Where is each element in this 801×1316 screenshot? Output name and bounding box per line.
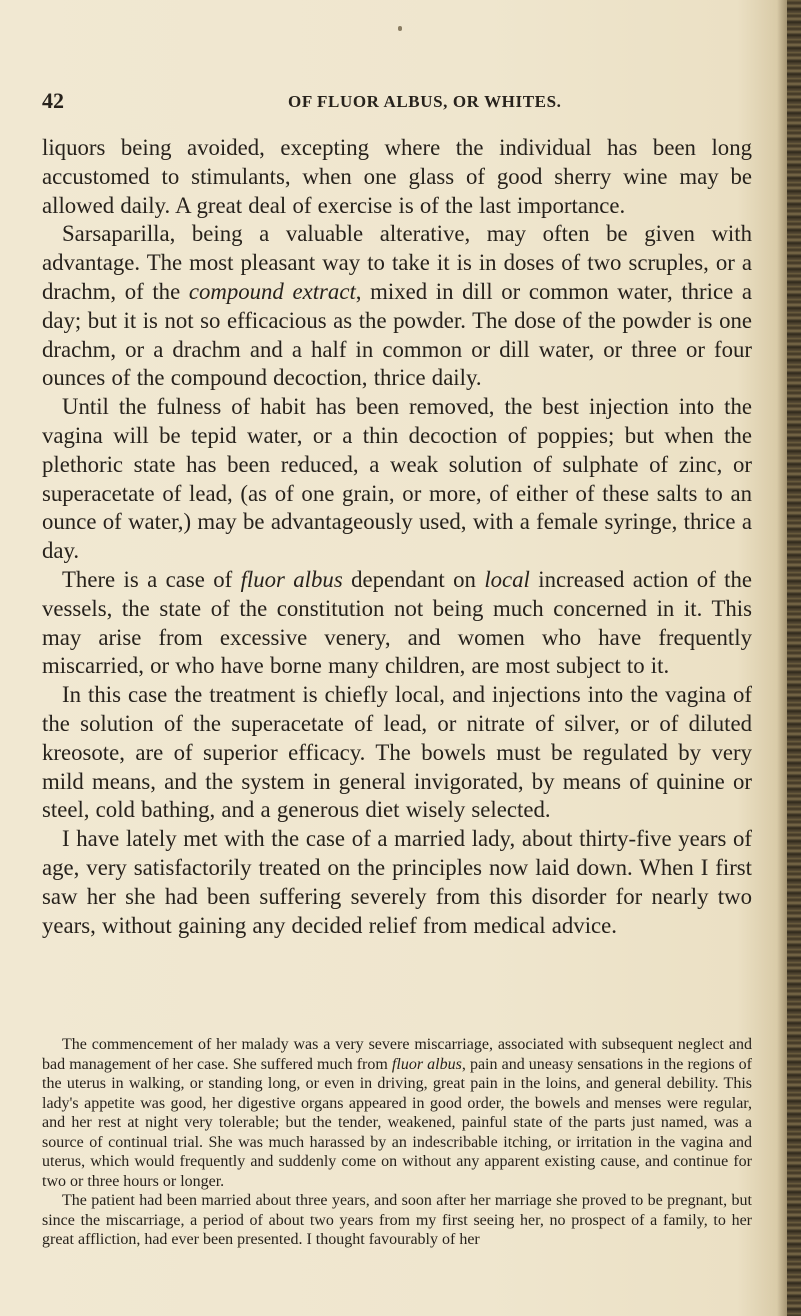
paragraph: [42, 220, 752, 393]
paragraph: [42, 566, 752, 681]
italic-text: local: [484, 566, 530, 592]
italic-text: fluor albus: [240, 566, 343, 592]
text-run: In this case the treatment is chiefly local, and injections into the vagina of the solution of the superacetate of lead, or nitrate of silver, or of diluted kreosote, are of superior efficacy. The bowels must be regulated by very mild means, and the system in general invigorated, by means of quinine or steel, cold bathing, and a generous diet wisely selected.: [42, 682, 752, 823]
text-run: dependant on: [342, 566, 485, 592]
text-run: I have lately met with the case of a married lady, about thirty-five years of age, very satisfactorily treated on the principles now laid down. When I first saw her she had been suffering severely from this disorder for nearly two years, without gaining any decided relief from medical advice.: [42, 826, 752, 938]
paragraph: [42, 134, 752, 220]
text-run: Until the fulness of habit has been removed, the best injection into the vagina will be tepid water, or a thin decoction of poppies; but when the plethoric state has been reduced, a weak solution of sulphate of zinc, or superacetate of lead, (as of one grain, or more, of either of these salts to an ounce of water,) may be advantageously used, with a female syringe, thrice a day.: [42, 394, 752, 564]
running-title: OF FLUOR ALBUS, OR WHITES.: [288, 92, 562, 111]
text-run: liquors being avoided, excepting where the individual has been long accustomed to stimulants, when one glass of good sherry wine may be allowed daily. A great deal of exercise is of the last importance.: [42, 135, 752, 218]
paragraph: [42, 825, 752, 940]
italic-text: fluor albus: [391, 1055, 462, 1073]
small-paragraph: [42, 1191, 752, 1250]
paragraph: [42, 393, 752, 566]
text-run: , pain and uneasy sensations in the regions of the uterus in walking, or standing long, or even in driving, great pain in the loins, and general debility. This lady's appetite was good, her digestive organs appeared in good order, the bowels and menses were regular, and her rest at night very tolerable; but the tender, weakened, painful state of the parts just named, was a source of continual trial. She was much harassed by an indescribable itching, or irritation in the vagina and uterus, which would frequently and suddenly come on without any apparent existing cause, and continue for two or three hours or longer.: [42, 1055, 752, 1190]
page-number: 42: [42, 88, 64, 113]
italic-text: compound extract: [188, 278, 356, 304]
page-edge-shadow: [777, 0, 787, 1316]
ink-speck: [398, 26, 402, 31]
main-text: [42, 134, 752, 940]
text-run: The commencement of her malady was a very severe miscarriage, associated with subsequent neglect and bad management of her case. She suffered much from: [42, 1036, 752, 1073]
text-run: Sarsaparilla, being a valuable alterative, may often be given with advantage. The most pleasant way to take it is in doses of two scruples, or a drachm, of the: [42, 221, 752, 304]
paragraph: [42, 681, 752, 825]
text-run: increased action of the vessels, the state of the constitution not being much concerned in it. This may arise from excessive venery, and women who have frequently miscarried, or who have borne many children, are most subject to it.: [42, 566, 753, 679]
text-run: The patient had been married about three years, and soon after her marriage she proved to be pregnant, but since the miscarriage, a period of about two years from my first seeing her, no prospect of a family, to her great affliction, had ever been presented. I thought favourably of her: [42, 1192, 752, 1248]
text-run: There is a case of: [62, 566, 241, 592]
case-notes-text: [42, 1035, 752, 1250]
text-run: , mixed in dill or common water, thrice a day; but it is not so efficacious as the powder. The dose of the powder is one drachm, or a drachm and a half in common or dill water, or three or four ounces of the compound decoction, thrice daily.: [42, 278, 752, 391]
page-header: [40, 88, 760, 116]
book-edge: [787, 0, 801, 1316]
small-paragraph: [42, 1035, 752, 1191]
